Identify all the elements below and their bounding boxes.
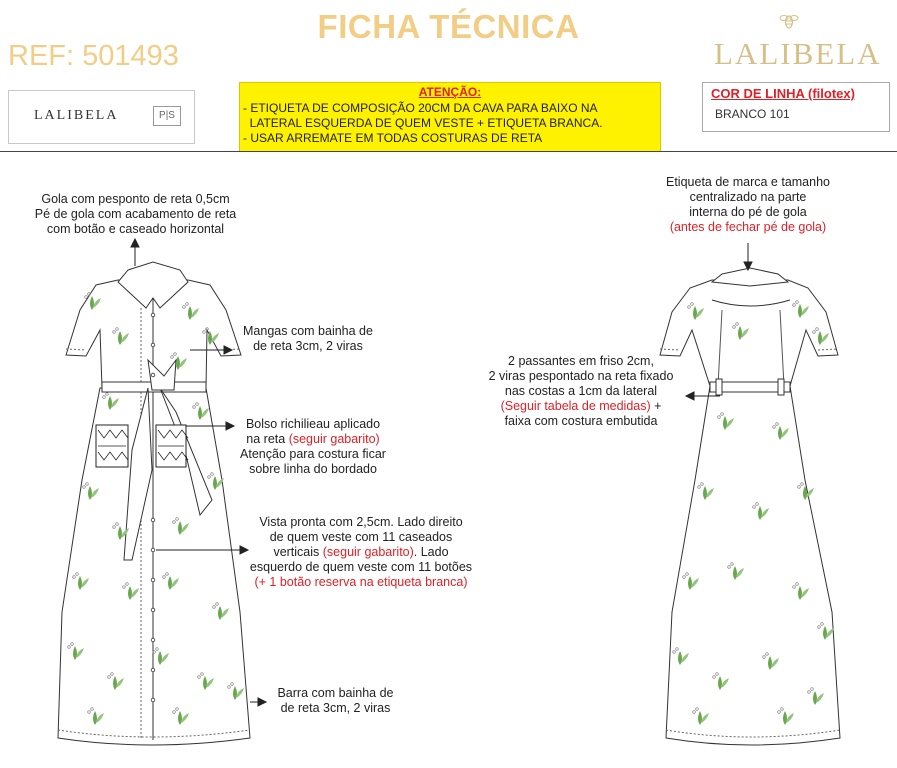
placket-note-line-3 (226, 545, 496, 560)
page-title: FICHA TÉCNICA (317, 8, 580, 45)
label-note-line-2: centralizado na parte (689, 190, 807, 204)
collar-note-line-3: com botão e caseado horizontal (46, 222, 225, 236)
reference-number: REF: 501493 (8, 40, 179, 72)
label-note-line-1: Etiqueta de marca e tamanho (666, 175, 830, 189)
collar-note-line-2: Pé de gola com acabamento de reta (34, 207, 237, 221)
pocket-note-line-4: sobre linha do bordado (249, 462, 377, 476)
placket-note-line-2: de quem veste com 11 caseados (269, 530, 453, 544)
placket-note-line-4: esquerdo de quem veste com 11 botões (249, 560, 473, 574)
hem-note (258, 686, 413, 716)
attention-line-1: - ETIQUETA DE COMPOSIÇÃO 20CM DA CAVA PARA BAIXO NA (243, 101, 598, 115)
placket-note-line-1: Vista pronta com 2,5cm. Lado direito (259, 515, 463, 529)
loops-note-line-4a: (Seguir tabela de medidas) (500, 399, 651, 413)
pocket-note-line-2b: (seguir gabarito) (288, 432, 380, 446)
sleeves-note (228, 324, 388, 354)
label-note-line-3: interna do pé de gola (689, 205, 807, 219)
loops-note-line-3: nas costas a 1cm da lateral (504, 384, 658, 398)
thread-color-value: BRANCO 101 (715, 107, 790, 121)
placket-note-line-3b: (seguir gabarito) (322, 545, 414, 559)
pocket-note-line-2 (228, 432, 398, 447)
brand-logo: LALIBELA (714, 36, 882, 71)
collar-note-line-1: Gola com pesponto de reta 0,5cm (41, 192, 230, 206)
logo-text: LALIBELA (34, 108, 119, 123)
pocket-note-line-1: Bolso richilieau aplicado (245, 417, 381, 431)
collar-note (8, 192, 263, 237)
loops-note-line-2: 2 viras pespontado na reta fixado (488, 369, 674, 383)
loops-note-line-4b: + (650, 399, 662, 413)
attention-line-3: - USAR ARREMATE EM TODAS COSTURAS DE RETA (243, 131, 543, 145)
label-note (632, 175, 864, 235)
loops-note (476, 354, 686, 429)
thread-color-heading: COR DE LINHA (filotex) (711, 86, 855, 101)
logo-mark: P|S (153, 106, 181, 126)
placket-note-line-3c: . Lado (413, 545, 449, 559)
back-dress-drawing (660, 268, 840, 745)
loops-note-line-4 (476, 399, 686, 414)
front-dress-drawing (58, 262, 250, 745)
pocket-note-line-3: Atenção para costura ficar (240, 447, 386, 461)
attention-line-2: LATERAL ESQUERDA DE QUEM VESTE + ETIQUETA BRANCA. (243, 116, 603, 130)
placket-note-line-5: (+ 1 botão reserva na etiqueta branca) (254, 575, 468, 589)
placket-note (226, 515, 496, 590)
loops-note-line-5: faixa com costura embutida (504, 414, 658, 428)
sleeves-note-line-1: Mangas com bainha de (243, 324, 373, 338)
placket-note-line-3a: verticais (273, 545, 323, 559)
attention-heading: ATENÇÃO: (418, 85, 482, 99)
pocket-note-line-2a: na reta (246, 432, 289, 446)
hem-note-line-1: Barra com bainha de (277, 686, 394, 700)
label-note-line-4: (antes de fechar pé de gola) (669, 220, 827, 234)
hem-note-line-2: de reta 3cm, 2 viras (280, 701, 391, 715)
pocket-note (228, 417, 398, 477)
loops-note-line-1: 2 passantes em friso 2cm, (508, 354, 654, 368)
sleeves-note-line-2: de reta 3cm, 2 viras (253, 339, 363, 353)
